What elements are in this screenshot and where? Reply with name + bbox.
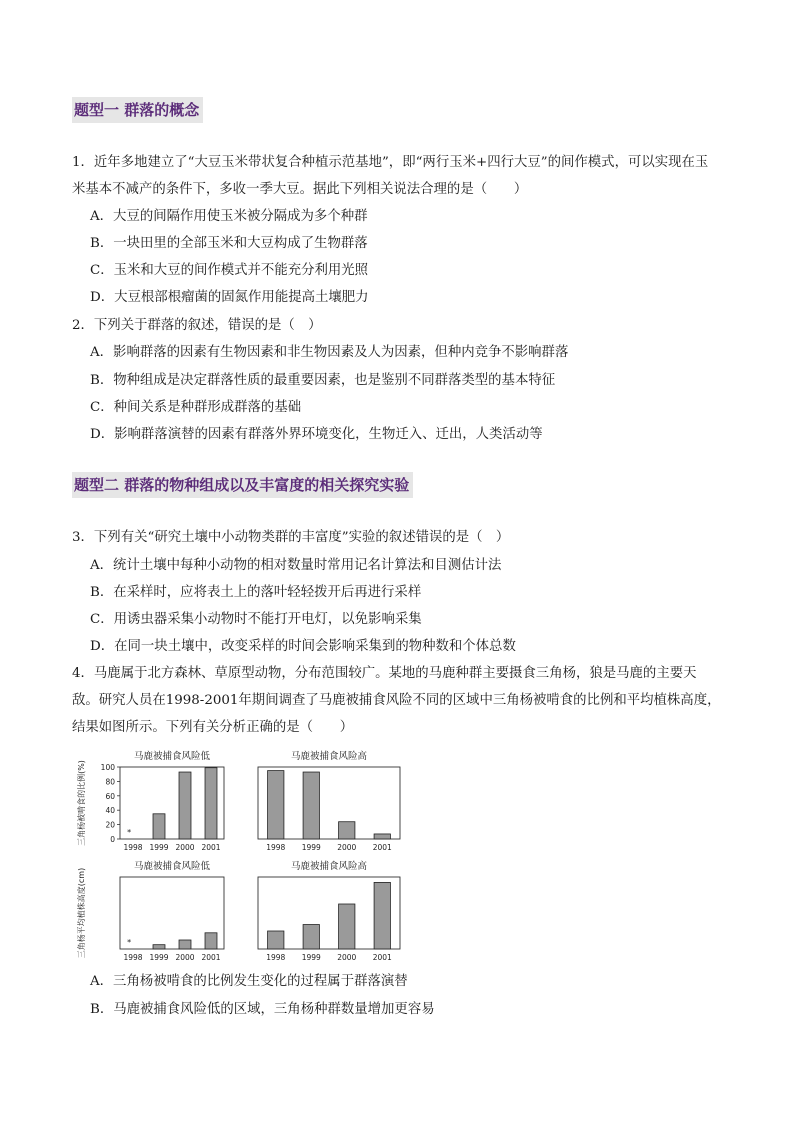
x-tick-label: 1998 bbox=[266, 953, 286, 962]
section-heading-2: 题型二 群落的物种组成以及丰富度的相关探究实验 bbox=[72, 472, 413, 498]
x-tick-label: 1999 bbox=[149, 843, 169, 852]
bar bbox=[205, 768, 217, 839]
q1-option-c[interactable]: C．玉米和大豆的间作模式并不能充分利用光照 bbox=[90, 263, 369, 278]
q2-option-d[interactable]: D．影响群落演替的因素有群落外界环境变化，生物迁入、迁出，人类活动等 bbox=[90, 427, 543, 442]
x-tick-label: 2001 bbox=[372, 843, 392, 852]
x-tick-label: 1999 bbox=[149, 953, 169, 962]
q3-option-d[interactable]: D．在同一块土壤中，改变采样的时间会影响采集到的物种数和个体总数 bbox=[90, 639, 516, 654]
x-tick-label: 1999 bbox=[301, 953, 321, 962]
bar bbox=[153, 814, 165, 839]
chart-grazing-high-risk bbox=[250, 743, 410, 858]
y-tick-label: 0 bbox=[110, 835, 115, 844]
bar bbox=[268, 931, 284, 949]
x-tick-label: 1998 bbox=[123, 843, 143, 852]
bar bbox=[339, 822, 355, 839]
q4-option-b[interactable]: B．马鹿被捕食风险低的区域，三角杨种群数量增加更容易 bbox=[90, 1002, 435, 1017]
chart-height-low-risk bbox=[72, 857, 242, 969]
x-tick-label: 2001 bbox=[201, 843, 221, 852]
y-tick-label: 20 bbox=[105, 820, 115, 830]
q3-option-c[interactable]: C．用诱虫器采集小动物时不能打开电灯，以免影响采集 bbox=[90, 612, 422, 627]
missing-data-marker: * bbox=[127, 828, 132, 837]
x-tick-label: 1998 bbox=[123, 953, 143, 962]
chart-grazing-low-risk bbox=[72, 743, 242, 858]
x-tick-label: 2000 bbox=[337, 953, 357, 962]
q1-stem-line-1: 1．近年多地建立了“大豆玉米带状复合种植示范基地”，即“两行玉米+四行大豆”的间作模式，可以实现在玉 bbox=[72, 155, 709, 170]
q4-option-a[interactable]: A．三角杨被啃食的比例发生变化的过程属于群落演替 bbox=[90, 974, 408, 989]
bar bbox=[303, 772, 319, 839]
x-tick-label: 1998 bbox=[266, 843, 286, 852]
bar bbox=[179, 772, 191, 839]
q4-stem-line-1: 4．马鹿属于北方森林、草原型动物，分布范围较广。某地的马鹿种群主要摄食三角杨，狼是马鹿的主要天 bbox=[72, 666, 697, 681]
q2-stem-line-1: 2．下列关于群落的叙述，错误的是（ ） bbox=[72, 318, 322, 333]
section-heading-1: 题型一 群落的概念 bbox=[72, 97, 203, 123]
q1-option-b[interactable]: B．一块田里的全部玉米和大豆构成了生物群落 bbox=[90, 236, 368, 251]
q2-option-a[interactable]: A．影响群落的因素有生物因素和非生物因素及人为因素，但种内竞争不影响群落 bbox=[90, 345, 569, 360]
chart-title: 马鹿被捕食风险低 bbox=[133, 751, 211, 762]
y-tick-label: 60 bbox=[105, 791, 115, 801]
x-tick-label: 2001 bbox=[201, 953, 221, 962]
q1-stem-line-2: 米基本不减产的条件下，多收一季大豆。据此下列相关说法合理的是（ ） bbox=[72, 182, 528, 197]
q2-option-b[interactable]: B．物种组成是决定群落性质的最重要因素，也是鉴别不同群落类型的基本特征 bbox=[90, 373, 556, 388]
bar bbox=[374, 834, 390, 839]
q2-option-c[interactable]: C．种间关系是种群形成群落的基础 bbox=[90, 400, 302, 415]
x-tick-label: 2001 bbox=[372, 953, 392, 962]
q3-option-a[interactable]: A．统计土壤中每种小动物的相对数量时常用记名计算法和目测估计法 bbox=[90, 558, 502, 573]
y-axis-label: 三角杨被啃食的比例(%) bbox=[77, 760, 86, 846]
chart-title: 马鹿被捕食风险高 bbox=[290, 861, 368, 872]
bar bbox=[374, 882, 390, 949]
q4-stem-line-3: 结果如图所示。下列有关分析正确的是（ ） bbox=[72, 720, 354, 735]
chart-title: 马鹿被捕食风险低 bbox=[133, 861, 211, 872]
x-tick-label: 1999 bbox=[301, 843, 321, 852]
bar bbox=[303, 925, 319, 949]
bar bbox=[268, 771, 284, 839]
y-axis-label: 三角杨平均植株高度(cm) bbox=[77, 867, 86, 959]
q4-stem-line-2: 敌。研究人员在1998-2001年期间调查了马鹿被捕食风险不同的区域中三角杨被啃食的比例和平均植株高度， bbox=[72, 693, 721, 708]
y-tick-label: 80 bbox=[105, 777, 115, 787]
x-tick-label: 2000 bbox=[175, 843, 195, 852]
bar bbox=[179, 940, 191, 949]
bar bbox=[339, 904, 355, 949]
q1-option-d[interactable]: D．大豆根部根瘤菌的固氮作用能提高土壤肥力 bbox=[90, 290, 369, 305]
bar bbox=[205, 933, 217, 949]
chart-title: 马鹿被捕食风险高 bbox=[290, 751, 368, 762]
y-tick-label: 40 bbox=[105, 806, 115, 816]
q3-stem-line-1: 3．下列有关“研究土壤中小动物类群的丰富度”实验的叙述错误的是（ ） bbox=[72, 530, 510, 545]
x-tick-label: 2000 bbox=[337, 843, 357, 852]
x-tick-label: 2000 bbox=[175, 953, 195, 962]
bar bbox=[153, 945, 165, 949]
q3-option-b[interactable]: B．在采样时，应将表土上的落叶轻轻拨开后再进行采样 bbox=[90, 585, 422, 600]
q1-option-a[interactable]: A．大豆的间隔作用使玉米被分隔成为多个种群 bbox=[90, 209, 368, 224]
missing-data-marker: * bbox=[127, 938, 132, 947]
chart-height-high-risk bbox=[250, 857, 410, 969]
y-tick-label: 100 bbox=[100, 763, 115, 772]
